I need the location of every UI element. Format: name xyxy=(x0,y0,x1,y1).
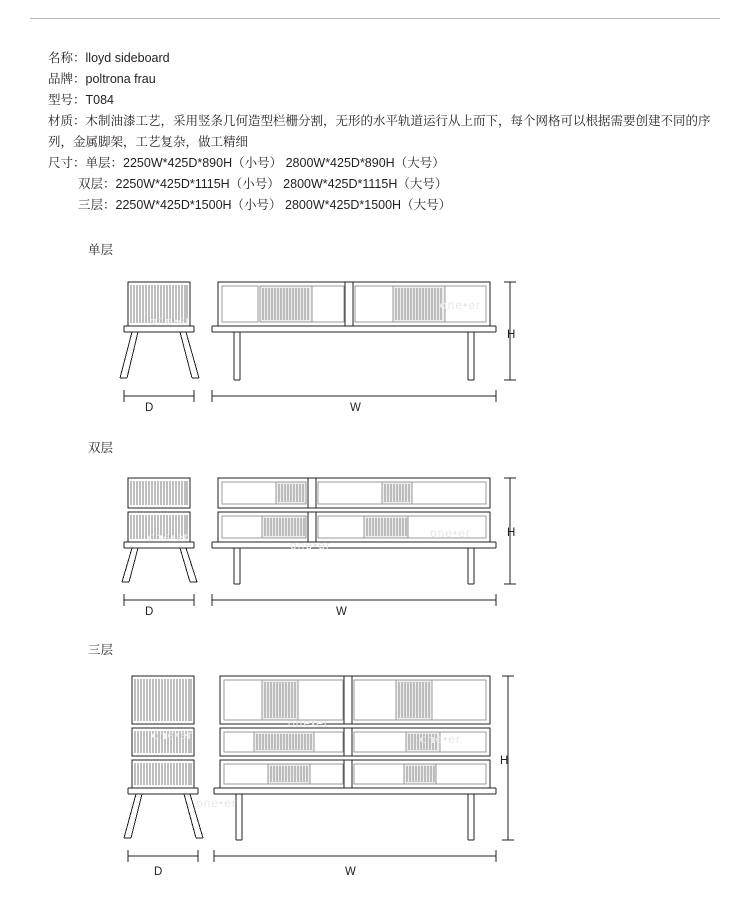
spec-label-size: 尺寸： xyxy=(48,156,86,170)
spec-row-size xyxy=(48,153,718,174)
dim-label-single-height: H xyxy=(507,329,516,341)
dim-label-single-depth: D xyxy=(145,402,154,414)
watermark-double-3: one•er xyxy=(430,526,471,540)
spec-value-size-single: 单层：2250W*425D*890H（小号） 2800W*425D*890H（大号） xyxy=(85,156,445,170)
dim-label-single-width: W xyxy=(350,402,361,414)
spec-label-name: 名称： xyxy=(48,51,86,65)
product-spec-block xyxy=(48,48,718,216)
single-layer-drawing xyxy=(100,262,720,427)
section-title-single: 单层 xyxy=(88,243,114,257)
spec-value-size-double: 双层：2250W*425D*1115H（小号） 2800W*425D*1115H（大号） xyxy=(78,177,448,191)
header-divider xyxy=(30,18,720,19)
spec-label-material: 材质： xyxy=(48,114,86,128)
spec-row-model xyxy=(48,90,718,111)
watermark-triple-3: one•er xyxy=(420,732,461,746)
diagram-single-layer xyxy=(100,262,720,427)
watermark-single-2: one•er xyxy=(440,298,481,312)
section-double-layer xyxy=(0,432,750,632)
dim-label-double-width: W xyxy=(336,606,347,618)
spec-value-model: T084 xyxy=(85,93,115,107)
spec-label-model: 型号： xyxy=(48,93,86,107)
diagram-triple-layer xyxy=(100,662,720,892)
spec-row-name xyxy=(48,48,718,69)
spec-row-material xyxy=(48,111,718,153)
spec-value-size-triple: 三层：2250W*425D*1500H（小号） 2800W*425D*1500H（大号） xyxy=(78,198,452,212)
watermark-triple-2: one•er xyxy=(288,716,329,730)
dim-label-double-height: H xyxy=(507,527,516,539)
section-single-layer xyxy=(0,236,750,426)
watermark-double-2: one•er xyxy=(290,538,331,552)
watermark-single-1: one•er xyxy=(150,314,191,328)
double-layer-drawing xyxy=(100,460,720,630)
section-title-triple: 三层 xyxy=(88,643,114,657)
spec-row-size-triple xyxy=(48,195,718,216)
spec-row-size-double xyxy=(48,174,718,195)
spec-row-brand xyxy=(48,69,718,90)
dim-label-triple-depth: D xyxy=(154,866,163,878)
dim-label-triple-width: W xyxy=(345,866,356,878)
diagram-double-layer xyxy=(100,460,720,630)
dim-label-triple-height: H xyxy=(500,755,509,767)
spec-value-material: 木制油漆工艺，采用竖条几何造型栏栅分割，无形的水平轨道运行从上而下，每个网格可以根据需要创建不同的序列，金属脚架，工艺复杂，做工精细 xyxy=(48,114,711,149)
spec-value-brand: poltrona frau xyxy=(85,72,156,86)
watermark-triple-1: one•er xyxy=(152,728,193,742)
section-title-double: 双层 xyxy=(88,441,114,455)
watermark-triple-4: one•er xyxy=(196,796,237,810)
spec-value-name: lloyd sideboard xyxy=(85,51,170,65)
section-triple-layer xyxy=(0,632,750,892)
triple-layer-drawing xyxy=(100,662,720,892)
watermark-double-1: one•er xyxy=(148,530,189,544)
dim-label-double-depth: D xyxy=(145,606,154,618)
spec-label-brand: 品牌： xyxy=(48,72,86,86)
